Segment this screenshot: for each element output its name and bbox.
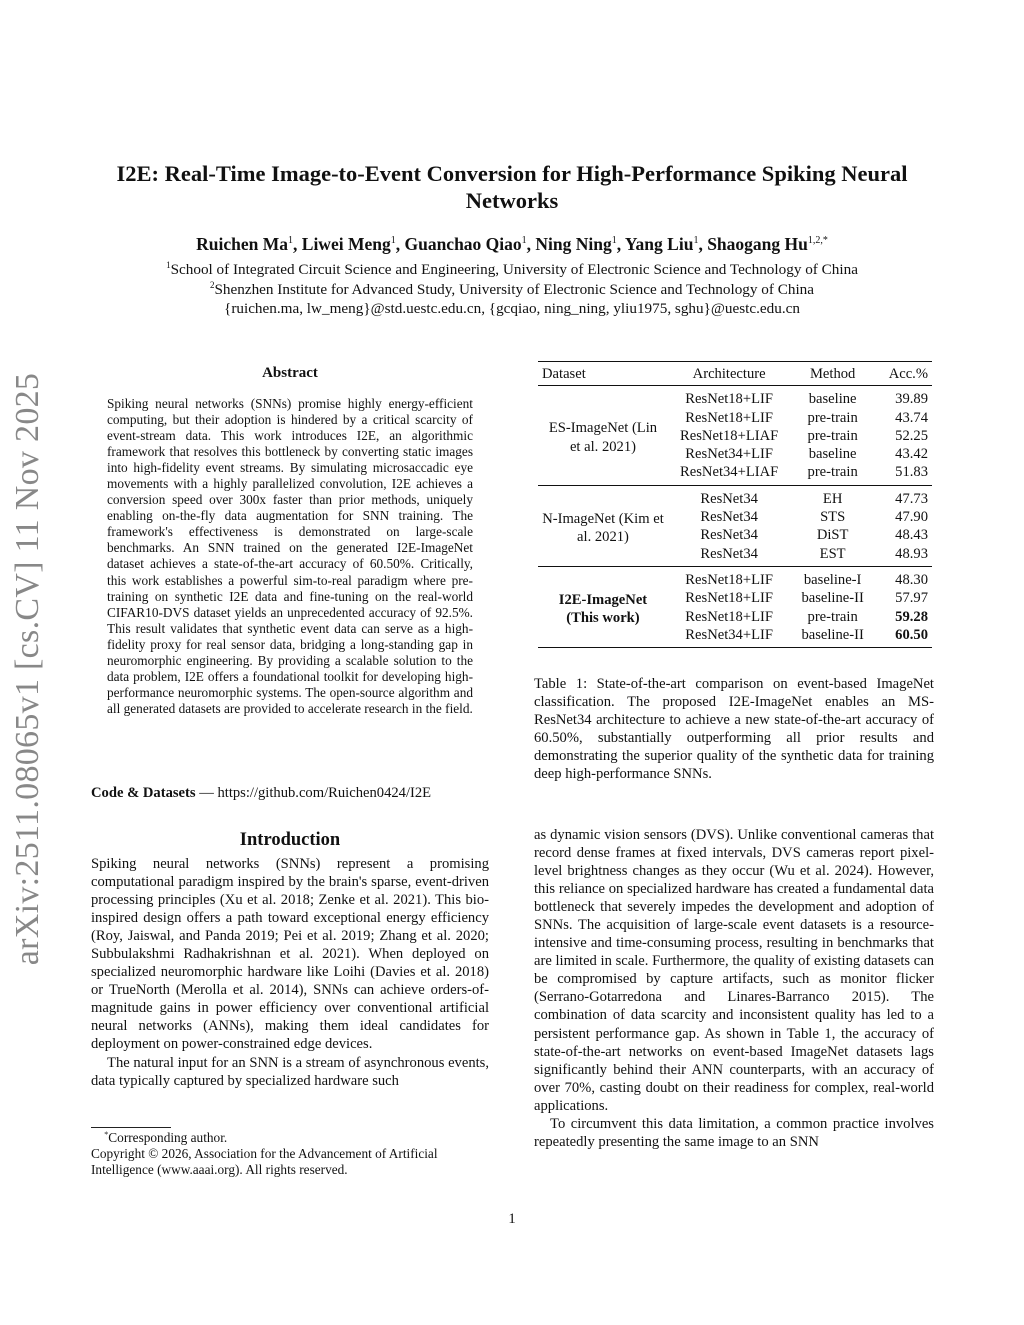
author-list: Ruichen Ma$^1$, Liwei Meng$^1$, Guanchao Qiao$^1$, Ning Ning$^1$, Yang Liu$^1$, Shaogang $Hu^{1,2,*}$ — [196, 234, 828, 254]
method-cell: baseline-II — [801, 590, 864, 607]
method-cell: STS — [820, 509, 846, 526]
method-cell: baseline-I — [803, 571, 862, 588]
affiliation-mark: 1 — [390, 235, 396, 246]
code-separator: — — [195, 785, 218, 801]
footnote-block — [91, 1130, 489, 1178]
affiliation-mark: 1 — [166, 260, 171, 270]
paragraph: Spiking neural networks (SNNs) represent a promising computational paradigm inspired by the brain's sparse, event-driven processing principles (Xu et al. 2018; Zenke et al. 2021). This bio-inspired design offers a path toward exceptional energy efficiency (Roy, Jaiswal, and Panda 2019; Pei et al. 2019; Zhang et al. 2020; Subbulakshmi Radhakrishnan et al. 2021). When deployed on specialized neuromorphic hardware like Loihi (Davies et al. 2018) or TrueNorth (Merolla et al. 2014), SNNs can achieve orders-of-magnitude gains in power efficiency over conventional artificial neural networks (ANNs), making them ideal candidates for deployment on power-constrained edge devices. — [91, 856, 489, 1053]
accuracy-cell: 47.90 — [895, 509, 928, 526]
method-cell: baseline — [808, 391, 857, 408]
arxiv-identifier: arXiv:2511.08065v1 [cs.CV] 11 Nov 2025 — [9, 372, 46, 966]
code-url-link[interactable]: https://github.com/Ruichen0424/I2E — [217, 785, 432, 801]
method-cell: DiST — [816, 527, 849, 544]
paragraph: The natural input for an SNN is a stream of asynchronous events, data typically captured by specialized hardware such — [91, 1054, 489, 1089]
author-name: Ruichen Ma — [196, 234, 289, 254]
table-row — [538, 485, 932, 508]
method-cell: pre-train — [807, 464, 858, 481]
affiliation-mark: 1 — [288, 235, 294, 246]
results-table — [538, 361, 932, 648]
architecture-cell: ResNet18+LIF — [685, 590, 773, 607]
method-cell: EST — [819, 545, 846, 562]
affiliation-text: School of Integrated Circuit Science and Engineering, University of Electronic Science and Technology of China — [170, 261, 858, 278]
paragraph: To circumvent this data limitation, a common practice involves repeatedly presenting the same image to an SNN — [534, 1115, 934, 1150]
dataset-cell: I2E-ImageNet (This work) — [558, 591, 648, 627]
method-cell: pre-train — [807, 427, 858, 444]
copyright-notice: Copyright © 2026, Association for the Advancement of Artificial Intelligence (www.aaai.org). All rights reserved. — [91, 1146, 438, 1178]
table-header-row — [538, 362, 932, 386]
accuracy-cell: 43.42 — [895, 446, 928, 463]
affiliation-line — [80, 260, 944, 280]
accuracy-cell: 60.50 — [895, 626, 928, 643]
architecture-cell: ResNet18+LIF — [685, 608, 773, 625]
architecture-cell: ResNet18+LIF — [685, 571, 773, 588]
accuracy-cell: 51.83 — [895, 464, 928, 481]
table-group — [538, 485, 932, 566]
footnote-rule — [91, 1127, 171, 1128]
column-header: Dataset — [542, 366, 586, 382]
table-caption: Table 1: State-of-the-art comparison on event-based ImageNet classification. The proposed I2E-ImageNet enables an MS-ResNet34 architecture to achieve a new state-of-the-art accuracy of 60.50%, substantially outperforming all prior results and demonstrating the superior quality of the synthetic data for training deep high-performance SNNs. — [534, 676, 934, 783]
accuracy-cell: 43.74 — [895, 409, 928, 426]
author-emails: {ruichen.ma, lw_meng}@std.uestc.edu.cn, {gcqiao, ning_ning, yliu1975, sghu}@uestc.edu.cn — [224, 300, 800, 318]
author-name: Guanchao Qiao — [404, 234, 522, 254]
author-name: Liwei Meng — [301, 234, 391, 254]
footnote-text: Corresponding author. — [108, 1130, 228, 1145]
affiliations — [80, 260, 944, 319]
column-header: Method — [809, 366, 856, 382]
affiliation-mark: 2 — [209, 279, 215, 290]
table-row — [538, 566, 932, 589]
method-cell: baseline-II — [801, 626, 864, 643]
author-name: Shaogang Hu — [707, 234, 808, 254]
introduction-left-column — [91, 855, 489, 1090]
paper-title: I2E: Real-Time Image-to-Event Conversion for High-Performance Spiking Neural Networks — [116, 161, 908, 213]
table-group — [538, 386, 932, 485]
code-label: Code & Datasets — [91, 785, 196, 801]
accuracy-cell: 48.93 — [895, 545, 928, 562]
author-name: Yang Liu — [624, 234, 694, 254]
architecture-cell: ResNet18+LIF — [685, 409, 773, 426]
affiliation-text: Shenzhen Institute for Advanced Study, University of Electronic Science and Technology of China — [214, 280, 815, 298]
method-cell: EH — [822, 490, 843, 507]
table-group — [538, 566, 932, 647]
accuracy-cell: 52.25 — [895, 427, 928, 444]
introduction-right-column — [534, 826, 934, 1151]
dataset-cell: ES-ImageNet (Lin et al. 2021) — [548, 420, 658, 455]
architecture-cell: ResNet18+LIF — [685, 391, 773, 408]
accuracy-cell: 48.43 — [895, 527, 928, 544]
abstract-text: Spiking neural networks (SNNs) promise highly energy-efficient computing, but their adoption is hindered by a critical scarcity of event-stream data. This work introduces I2E, an algorithmic framework that resolves this bottleneck by converting static images into high-fidelity event streams. By simulating microsaccadic eye movements with a highly parallelized convolution, I2E achieves a conversion speed over 300x faster than prior methods, uniquely enabling on-the-fly data augmentation for SNN training. The framework's effectiveness is demonstrated on large-scale benchmarks. An SNN trained on the generated I2E-ImageNet dataset achieves a state-of-the-art accuracy of 60.50%. Critically, this work establishes a powerful sim-to-real paradigm where pre-training on synthetic I2E data and fine-tuning on the real-world CIFAR10-DVS dataset yields an unprecedented accuracy of 92.5%. This result validates that synthetic event data can serve as a high-fidelity proxy for real sensor data, bridging a long-standing gap in neuromorphic engineering. By providing a scalable solution to the data problem, I2E offers a foundational toolkit for developing high-performance neuromorphic systems. The open-source algorithm and all generated datasets are provided to accelerate research in the field. — [107, 396, 473, 716]
affiliation-mark: 1 — [521, 235, 527, 246]
affiliation-mark: 1,2,* — [807, 235, 828, 246]
code-datasets-line — [91, 784, 489, 802]
architecture-cell: ResNet34+LIF — [685, 626, 773, 643]
introduction-heading: Introduction — [239, 830, 341, 850]
accuracy-cell: 39.89 — [895, 391, 928, 408]
architecture-cell: ResNet34 — [700, 490, 758, 507]
footnote-mark: * — [104, 1130, 109, 1139]
accuracy-cell: 57.97 — [895, 590, 928, 607]
method-cell: pre-train — [807, 608, 858, 625]
author-name: Ning Ning — [535, 234, 612, 254]
architecture-cell: ResNet34+LIAF — [680, 464, 779, 481]
paragraph: as dynamic vision sensors (DVS). Unlike conventional cameras that record dense frames at fixed intervals, DVS cameras report pixel-level brightness changes as they occur (Wu et al. 2024). However, this reliance on specialized hardware has created a fundamental data bottleneck that severely impedes the development and adoption of SNNs. The acquisition of large-scale event datasets is a resource-intensive and time-consuming process, resulting in benchmarks that are limited in scale. Furthermore, the quality of existing datasets can be compromised by capture artifacts, such as monitor flicker (Serrano-Gotarredona and Linares-Barranco 2015). The combination of data scarcity and inconsistent quality has led to a persistent performance gap. As shown in Table 1, the accuracy of state-of-the-art networks on event-based ImageNet datasets lags significantly behind their ANN counterparts, with an accuracy of over 70%, casting doubt on their readiness for complex, real-world applications. — [534, 827, 934, 1114]
abstract-heading: Abstract — [262, 365, 318, 381]
table-row — [538, 386, 932, 409]
architecture-cell: ResNet34+LIF — [685, 446, 773, 463]
method-cell: pre-train — [807, 409, 858, 426]
column-header: Architecture — [692, 366, 766, 382]
affiliation-mark: 1 — [693, 235, 699, 246]
column-header: Acc.% — [888, 366, 928, 382]
architecture-cell: ResNet18+LIAF — [680, 427, 779, 444]
architecture-cell: ResNet34 — [700, 545, 758, 562]
architecture-cell: ResNet34 — [700, 527, 758, 544]
accuracy-cell: 48.30 — [895, 571, 928, 588]
dataset-cell: N-ImageNet (Kim et al. 2021) — [542, 510, 664, 545]
accuracy-cell: 59.28 — [895, 608, 928, 625]
page-number: 1 — [508, 1211, 516, 1227]
affiliation-mark: 1 — [611, 235, 617, 246]
method-cell: baseline — [808, 446, 857, 463]
accuracy-cell: 47.73 — [895, 490, 928, 507]
footnote — [91, 1130, 489, 1146]
architecture-cell: ResNet34 — [700, 509, 758, 526]
affiliation-line — [80, 280, 944, 300]
